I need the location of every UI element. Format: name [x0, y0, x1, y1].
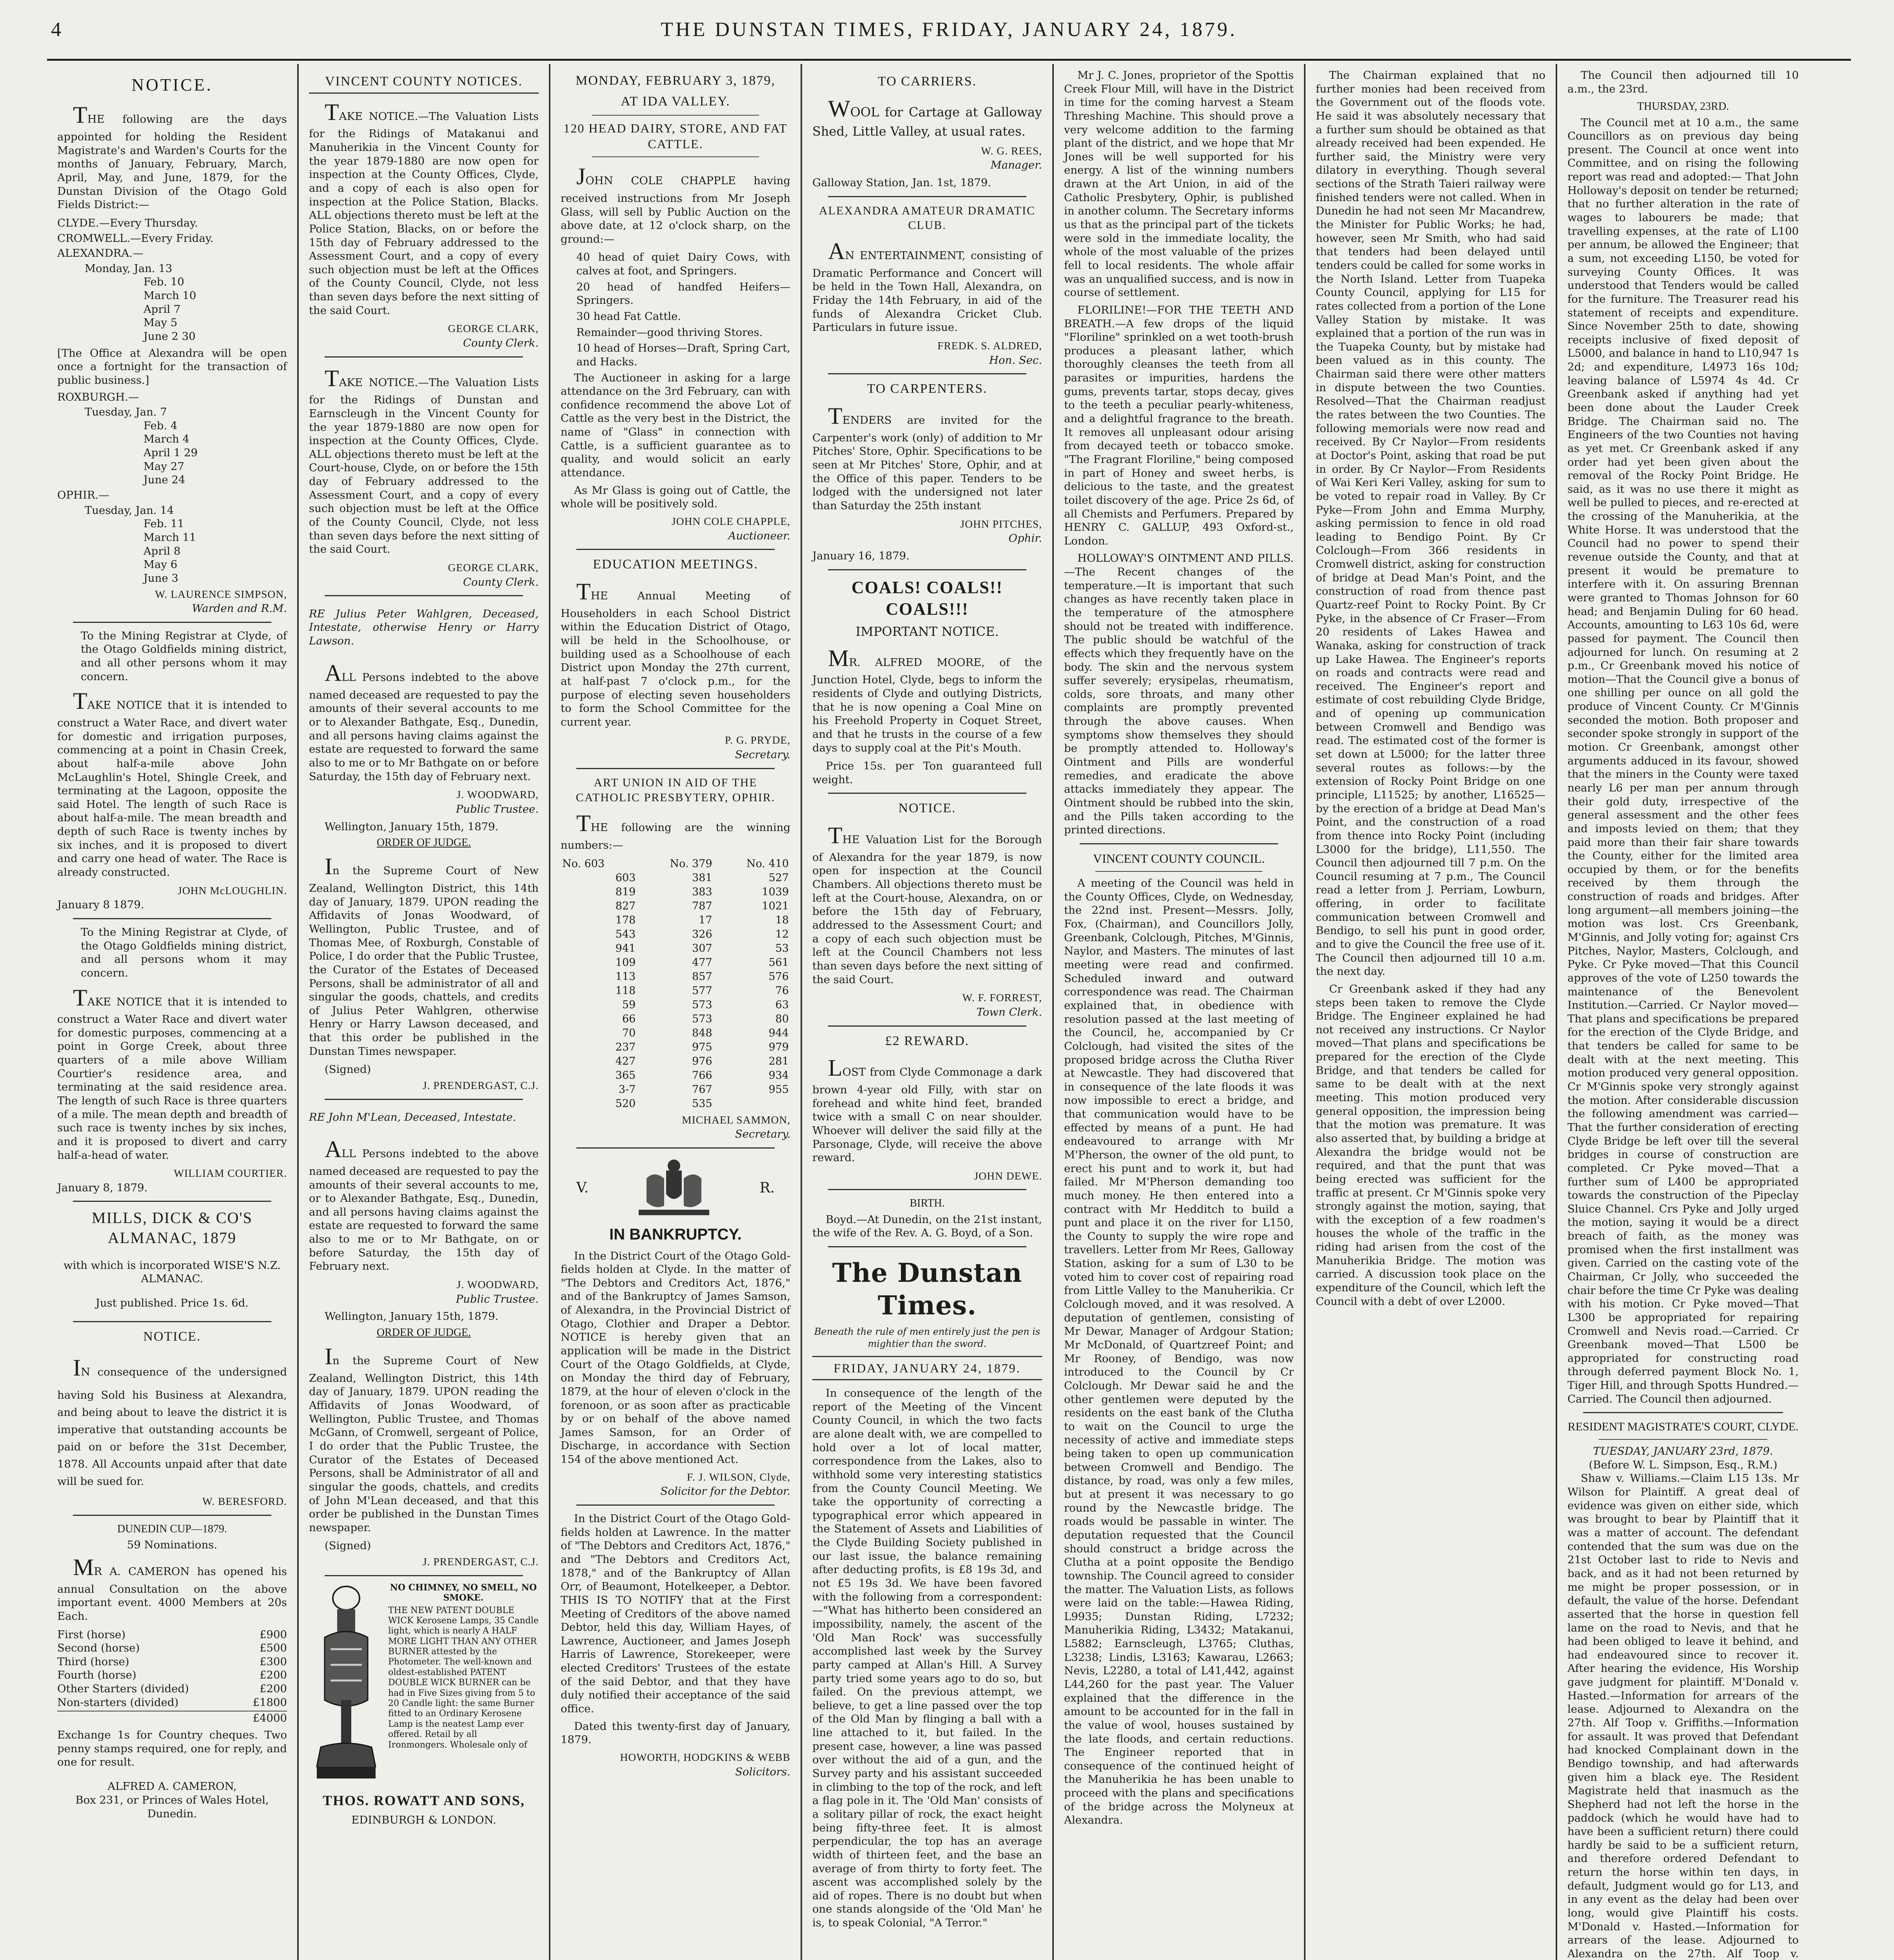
education-title: Secretary.	[735, 748, 790, 761]
divider	[1599, 1439, 1767, 1440]
vincent-council-report: A meeting of the Council was held in the County Offices, Clyde, on Wednesday, the 22nd inst. Present—Messrs. Jolly, Fox, (Chairman), and Councillors Jolly, Greenbank, Colclough, Pitches, M'Ginnis, Naylor, and Masters. The minutes of last meeting were read and confirmed. Scheduled inward and outward correspondence was read. The Chairman explained that, in obedience with resolution passed at the last meeting of the Council, he, accompanied by Cr Colclough, had visited the sites of the proposed bridge across the Clutha River at Newcastle. They had discovered that in consequence of the late floods it was now impossible to erect a bridge, and that communication would have to be effected by means of a punt. He had endeavoured to arrange with Mr M'Pherson, the owner of the old punt, to erect his punt and to work it, but had failed. Mr M'Pherson demanding too much money. He then entered into a contract with Mr Hedditch to build a punt and place it on the river for L150, the County to supply the wire rope and travellers. Letter from Mr Rees, Galloway Station, asking for a sum of L30 to be voted him to cover cost of repairing road from Little Valley to the Manuherikia. Cr Colclough moved, and it was resolved. A deputation of gentlemen, consisting of Mr Dewar, Manager of Ardgour Station; Mr McDonald, of Quartzreef Point; and Mr Rooney, of Bendigo, was now introduced to the Council by Cr Colclough. Mr Dewar said he and the other gentlemen were deputed by the residents on the east bank of the Clutha to wait on the Council to urge the necessity of active and immediate steps being taken to open up communication between Cromwell and Bendigo. The distance, by road, was only a few miles, but at present it was necessary to go round by the Newcastle bridge. The roads would be passable in winter. The deputation requested that the Council should construct a bridge across the Clutha at a point opposite the Bendigo township. The Council agreed to consider the matter. The Valuation Lists, as follows were laid on the table:—Hawea Riding, L9935; Dunstan Riding, L7232; Manuherikia Riding, L3432; Matakanui, L5882; Earnscleugh, L3765; Cluthas, L3238; Lindis, L3163; Kawarau, L2663; Nevis, L2280, a total of L41,442, against L44,260 for the past year. The Valuer explained that the difference in the amount to be accounted for in the fall in the value of wool, houses sustained by the late floods, and certain reductions. The Engineer reported that in consequence of the continued height of the Manuherikia he has been unable to proceed with the plans and specifications of the bridge across the Molyneux at Alexandra.	[1064, 877, 1294, 1827]
date-line: Monday, Jan. 13	[85, 262, 173, 275]
thursday-heading: THURSDAY, 23RD.	[1637, 100, 1729, 113]
cup-nominations: 59 Nominations.	[127, 1539, 218, 1552]
divider	[576, 768, 775, 769]
table-row: 543 326 12	[615, 928, 789, 940]
estate-1-date: Wellington, January 15th, 1879.	[325, 820, 499, 833]
date-line: Tuesday, Jan. 7	[85, 406, 167, 419]
bankruptcy-2-date: Dated this twenty-first day of January, 1879.	[561, 1720, 790, 1746]
rees-title: Manager.	[990, 159, 1042, 172]
rm-court-before: (Before W. L. Simpson, Esq., R.M.)	[1589, 1458, 1778, 1471]
alexandra-heading: ALEXANDRA.—	[57, 247, 143, 260]
table-row: 59 573 63	[622, 998, 789, 1011]
cup-prize-list	[57, 1628, 287, 1725]
wilson-title: Solicitor for the Debtor.	[660, 1485, 790, 1498]
leader-article: In consequence of the length of the report of the Meeting of the Vincent County Council, in which the two facts are alone dealt with, we are compelled to hold over a lot of local matter, correspondence from the Lakes, also to withhold some very interesting statistics from the County Council Meeting. We take the opportunity of correcting a typographical error which appeared in the Statement of Assets and Liabilities of the Clyde Building Society published in our last issue, the balance remaining after deducting profits, is £8 19s 3d, and not £5 19s 3d. We have been favored with the following from a correspondent:—"What has hitherto been considered an impossibility, namely, the ascent of the 'Old Man Rock' was successfully accomplished last week by the Survey party camped at Allan's Hill. A Survey party tried some years ago to do so, but failed. On the previous attempt, we believe, to get a line passed over the top of the Old Man by flinging a ball with a line attached to it, but failed. In the present case, however, a line was passed over without the aid of a gun, and the Survey party and his assistant succeeded in climbing to the top of the rock, and left a flag pole in it. The 'Old Man' consists of a solitary pillar of rock, the exact height being fifty-three feet. It is almost perpendicular, the top has an average width of thirteen feet, and the base an average of from thirty to forty feet. The ascent was accomplished solely by the aid of ropes. There is no doubt but when one stands alongside of the 'Old Man' he is, to speak Colonial, "A Terror."	[812, 1387, 1042, 1929]
date-line: April 7	[143, 303, 181, 316]
kerosene-lamp-icon	[309, 1583, 383, 1786]
sale-items	[561, 250, 790, 368]
sale-date: MONDAY, FEBRUARY 3, 1879,	[576, 73, 775, 88]
coals-notice: MR. ALFRED MOORE, of the Junction Hotel, Clyde, begs to inform the residents of Clyde and outlying Districts, that he is now opening a Coal Mine on his Freehold Property in Coquet Street, and that he trusts in the course of a few days to supply coal at the Pit's Mouth.	[812, 645, 1042, 754]
cup-heading: DUNEDIN CUP—1879.	[117, 1523, 227, 1535]
royal-crest	[561, 1155, 790, 1221]
divider	[828, 196, 1026, 197]
divider	[325, 356, 523, 358]
order-of-judge-heading: ORDER OF JUDGE.	[376, 1326, 471, 1339]
estate-1-notice: ALL Persons indebted to the above named deceased are requested to pay the amounts of their several accounts to me or to Alexander Bathgate, Esq., Dunedin, and all persons having claims against the estate are requested to forward the same also to me or to Mr Bathgate on or before Saturday, the 15th day of February next.	[309, 660, 539, 783]
divider	[73, 622, 271, 623]
column-2	[299, 64, 550, 1960]
page-number: 4	[51, 18, 64, 41]
almanac-price: Just published. Price 1s. 6d.	[95, 1297, 249, 1310]
table-row: 819 383 1039	[615, 886, 789, 898]
art-union-signature: MICHAEL SAMMON,	[682, 1113, 790, 1126]
column-7	[1557, 64, 1809, 1960]
forrest-signature: W. F. FORREST,	[962, 991, 1042, 1004]
art-union-title: Secretary.	[735, 1128, 790, 1141]
table-row: 941 307 53	[615, 942, 789, 955]
column-6	[1306, 64, 1557, 1960]
alexandra-office-note: [The Office at Alexandra will be open once a fortnight for the transaction of public business.]	[57, 347, 287, 387]
date-line: March 4	[143, 433, 190, 446]
roxburgh-dates	[57, 405, 287, 487]
trustee-signature: J. WOODWARD,	[456, 1278, 539, 1290]
education-notice: THE Annual Meeting of Householders in each School District within the Education District of Otago, will be held in the Schoolhouse, or building used as a Schoolhouse of each District upon Monday the 27th current, at half-past 7 o'clock p.m., for the purpose of electing seven householders to form the School Committee for the current year.	[561, 579, 790, 728]
judge-signature: J. PRENDERGAST, C.J.	[422, 1079, 539, 1091]
prize-row: Second (horse) £500	[57, 1642, 287, 1655]
reward-notice: LOST from Clyde Commonage a dark brown 4-year old Filly, with star on forehead and white hind feet, branded twice with a small C on near shoulder. Whoever will deliver the said filly at the Parsonage, Clyde, will receive the above reward.	[812, 1055, 1042, 1164]
trustee-title: Public Trustee.	[456, 802, 539, 815]
masthead	[47, 0, 1851, 61]
vincent-council-heading: VINCENT COUNTY COUNCIL.	[1093, 851, 1265, 866]
date-line: June 3	[143, 572, 178, 584]
estate-2-notice: ALL Persons indebted to the above named deceased are requested to pay the amounts of their several accounts to me, or to Alexander Bathgate, Esq., Dunedin, and all persons having claims against the estate are requested to forward the same also to me or to Mr Bathgate, on or before Saturday, the 15th day of February next.	[309, 1136, 539, 1273]
date-line: May 6	[143, 558, 178, 571]
beresford-notice: IN consequence of the undersigned having Sold his Business at Alexandra, and being about to leave the district it is imperative that outstanding accounts be paid on or before the 31st December, 1878. All Accounts unpaid after that date will be sued for.	[57, 1355, 287, 1488]
council-adjournment: The Council then adjourned till 10 a.m., the 23rd.	[1567, 69, 1799, 95]
lamp-firm-address: EDINBURGH & LONDON.	[351, 1814, 496, 1827]
race1-signature: JOHN McLOUGHLIN.	[178, 884, 287, 897]
date-line: March 10	[143, 289, 196, 302]
dewe-signature: JOHN DEWE.	[974, 1169, 1042, 1182]
almanac-heading: MILLS, DICK & CO'S ALMANAC, 1879	[92, 1209, 252, 1247]
race2-address: To the Mining Registrar at Clyde, of the Otago Goldfields mining district, and all persons whom it may concern.	[81, 926, 287, 979]
race1-address: To the Mining Registrar at Clyde, of the Otago Goldfields mining district, and all other persons whom it may concern.	[81, 629, 287, 683]
valuation-notice-1: TAKE NOTICE.—The Valuation Lists for the Ridings of Matakanui and Manuherikia in the Vincent County for the year 1879-1880 are now open for inspection at the County Offices, Clyde, and a copy of each is also open for inspection at the Police Station, Blacks. ALL objections thereto must be left at the Police Station, Blacks, on or before the 15th day of February addressed to the Assessment Court, and a copy of every such objection must be left at the Offices of the County Council, Clyde, not less than seven days before the next sitting of the said Court.	[309, 99, 539, 317]
cromwell-days: CROMWELL.—Every Friday.	[57, 232, 214, 245]
table-row: 427 976 281	[615, 1055, 789, 1067]
cup-signature: ALFRED A. CAMERON,	[107, 1780, 237, 1793]
pitches-signature: JOHN PITCHES,	[960, 517, 1042, 530]
coals-price: Price 15s. per Ton guaranteed full weight.	[812, 760, 1042, 786]
date-line: March 11	[143, 531, 196, 544]
clerk-signature: GEORGE CLARK,	[448, 322, 539, 335]
sale-item: 30 head Fat Cattle.	[576, 310, 681, 323]
carpenters-heading: TO CARPENTERS.	[867, 381, 988, 396]
beresford-signature: W. BERESFORD.	[202, 1495, 287, 1508]
date-line: Feb. 11	[143, 517, 184, 530]
clerk-signature: GEORGE CLARK,	[448, 561, 539, 573]
council-report-continued: The Chairman explained that no further monies had been received from the Government out of the floods vote. He said it was absolutely necessary that a further sum should be obtained as that already received had been expended. He further said, the Ministry were very dilatory in everything. Though several sections of the Strath Taieri railway were finished tenders were not called. When in Dunedin he had not seen Mr Macandrew, the Minister for Public Works; he had, however, seen Mr Smith, who had said that tenders had been delayed until tenders could be called for some works in the North Island. Letter from Tuapeka County Council, applying for L15 for rates collected from a portion of the Lone Valley Station by mistake. It was explained that a portion of the run was in the Tuapeka County, but by mistake had been valued as in this county. The Chairman said there were other matters in dispute between the two Counties. Resolved—That the Chairman readjust the rates between the two Counties. The following memorials were now read and received. By Cr Naylor—From residents at Doctor's Point, asking that road be put in order. By Cr Naylor—From Residents of Wai Keri Keri Valley, asking for sum to be voted to repair road in Valley. By Cr Pyke—From John and Emma Murphy, asking permission to fence in old road leading to Bendigo Point. By Cr Colclough—From 366 residents in Cromwell district, asking for construction of bridge at Dead Man's Point, and the construction of road from thence past Quartz-reef Point to Rocky Point. By Cr Pyke, in the absence of Cr Fraser—From 20 residents of Lakes Hawea and Wanaka, asking for construction of track up Lake Hawea. The Engineer's reports on roads and contracts were read and received. The Engineer's report and estimate of cost rebuilding Clyde Bridge, and of opening up communication between Cromwell and Bendigo was read. The estimated cost of the former is set down at L5000; for the latter three several routes as follows:—by the extension of Rocky Point Bridge on one principle, L11525; by another, L16525—by the erection of a bridge at Dead Man's Point, and the construction of a road from thence into Rocky Point (including L3000 for the bridge), L11,550. The Council then adjourned till 7 p.m. On the Council resuming at 7 p.m., The Council read a letter from J. Perriam, Lowburn, offering, in order to facilitate communication between Cromwell and Bendigo, to sell his punt in good order, and to give the Council the free use of it. The Council then adjourned till 10 a.m. the next day.	[1316, 69, 1545, 978]
holloway-advertisement: HOLLOWAY'S OINTMENT AND PILLS.—The Recent changes of the temperature.—It is important that such changes as have recently taken place in the temperature of the atmosphere should not be treated with indifference. The public should be watchful of the effects which they frequently have on the body. The skin and the nervous system suffer severely; erysipelas, rheumatism, colds, sore throats, and many other complaints are promptly prevented through the above causes. When symptoms show themselves they should be promptly attended to. Holloway's Ointment and Pills are wonderful remedies, and eradicate the above attacks immediately they appear. The Ointment should be rubbed into the skin, and the Pills taken according to the printed directions.	[1064, 552, 1294, 837]
bankruptcy-1-notice: In the District Court of the Otago Gold-fields holden at Clyde. In the matter of "The Debtors and Creditors Act, 1876," and of the Bankruptcy of James Samson, of Alexandra, in the Provincial District of Otago, Clothier and Draper a Debtor. NOTICE is hereby given that an application will be made in the District Court of the Otago Goldfields, at Clyde, on Monday the third day of February, 1879, at the hour of eleven o'clock in the forenoon, or as soon after as practicable by or on behalf of the above named James Samson, for an Order of Discharge, in accordance with Section 154 of the above mentioned Act.	[561, 1249, 790, 1466]
column-4	[802, 64, 1054, 1960]
divider	[828, 1025, 1026, 1027]
table-row: 66 573 80	[622, 1013, 789, 1025]
borough-notice-heading: NOTICE.	[898, 801, 956, 816]
divider	[828, 1246, 1026, 1247]
lamp-headline: NO CHIMNEY, NO SMELL, NO SMOKE.	[390, 1582, 537, 1603]
issue-date: FRIDAY, JANUARY 24, 1879.	[812, 1356, 1042, 1380]
sale-place: AT IDA VALLEY.	[621, 94, 730, 109]
divider	[73, 1321, 271, 1322]
bankruptcy-2-notice: In the District Court of the Otago Gold-fields holden at Lawrence. In the matter of "The Debtors and Creditors Act, 1876," and "The Debtors and Creditors Act, 1878," and of the Bankruptcy of Allan Orr, of Beaumont, Hotelkeeper, a Debtor. THIS IS TO NOTIFY that at the First Meeting of Creditors of the above named Debtor, held this day, William Hayes, of Lawrence, Auctioneer, and James Joseph Harris of Lawrence, Storekeeper, were elected Creditors' Trustees of the estate of the said Debtor, and that they have duly notified their acceptance of the said office.	[561, 1512, 790, 1715]
crest-letter-r: R.	[759, 1180, 775, 1196]
race1-date: January 8 1879.	[57, 898, 144, 911]
divider	[592, 156, 759, 157]
lamp-advertisement	[309, 1583, 539, 1786]
prize-row: Fourth (horse) £200	[57, 1669, 287, 1682]
paper-nameplate: The Dunstan Times.	[832, 1257, 1022, 1321]
divider	[1583, 1412, 1783, 1413]
order-1-text: In the Supreme Court of New Zealand, Wellington District, this 14th day of January, 1879. UPON reading the Affidavits of Jonas Woodward, of Wellington, Public Trustee, and of Thomas Mee, of Roxburgh, Constable of Police, I do order that the Public Trustee, the Curator of the Estates of Deceased Persons, shall be administrator of all and singular the goods, chattels, and credits of Julius Peter Wahlgren, otherwise Henry or Harry Lawson deceased, and that this order be published in the Dunstan Times newspaper.	[309, 853, 539, 1058]
sale-item: 20 head of handfed Heifers—Springers.	[576, 280, 790, 307]
birth-heading: BIRTH.	[910, 1197, 945, 1210]
valuation-notice-2: TAKE NOTICE.—The Valuation Lists for the Ridings of Dunstan and Earnscleugh in the Vincent County for the year 1879-1880 are now open for inspection at the County Offices, Clyde. ALL objections thereto must be left at the Court-house, Clyde, on or before the 15th day of February addressed to the Assessment Court, and a copy of every such objection must be left at the Office of the County Council, Clyde, not less than seven days before the next sitting of the said Court.	[309, 365, 539, 556]
warden-signature: W. LAURENCE SIMPSON,	[155, 588, 287, 600]
estate-2-heading: RE John M'Lean, Deceased, Intestate.	[309, 1111, 516, 1124]
notice-heading: NOTICE.	[131, 75, 213, 94]
sale-item: 40 head of quiet Dairy Cows, with calves at foot, and Springers.	[576, 251, 790, 278]
judge-signature: J. PRENDERGAST, C.J.	[422, 1555, 539, 1568]
cup-address: Box 231, or Princes of Wales Hotel, Dunedin.	[75, 1794, 269, 1820]
art-union-heading: ART UNION IN AID OF THE CATHOLIC PRESBYTERY, OPHIR.	[576, 776, 775, 804]
rees-signature: W. G. REES,	[981, 144, 1042, 157]
lamp-firm: THOS. ROWATT AND SONS,	[323, 1792, 525, 1808]
divider	[73, 1515, 271, 1516]
columns	[47, 64, 1851, 1960]
royal-coat-of-arms-icon	[623, 1155, 725, 1221]
almanac-body: with which is incorporated WISE'S N.Z. ALMANAC.	[64, 1259, 281, 1285]
table-row: 118 577 76	[615, 984, 789, 997]
divider	[73, 918, 271, 919]
education-signature: P. G. PRYDE,	[725, 734, 790, 746]
table-row: 603 381 527	[615, 871, 789, 884]
warden-title: Warden and R.M.	[192, 602, 287, 615]
divider	[325, 1099, 523, 1100]
order-2-text: In the Supreme Court of New Zealand, Wellington District, this 14th day of January, 1879. UPON reading the Affidavits of Jonas Woodward, of Wellington, Public Trustee, and Thomas McGann, of Cromwell, sergeant of Police, I do order that the Public Trustee, the Curator of the Estates of Deceased Persons, shall be Administrator of all and singular the goods, chattels, and credits of John M'Lean deceased, and that this order be published in the Dunstan Times newspaper.	[309, 1343, 539, 1534]
crest-letter-v: V.	[576, 1180, 589, 1196]
date-line: Tuesday, Jan. 14	[85, 504, 174, 517]
divider	[828, 569, 1026, 570]
rm-court-date: TUESDAY, JANUARY 23rd, 1879.	[1593, 1445, 1773, 1458]
borough-valuation-notice: THE Valuation List for the Borough of Alexandra for the year 1879, is now open for inspection at the Council Chambers. All objections thereto must be left at the Court-house, Alexandra, on or before the 15th day of February, addressed to the Assessment Court; and a copy of each such objection must be left at the Council Chambers not less than seven days before the next sitting of the said Court.	[812, 822, 1042, 986]
carpenters-date: January 16, 1879.	[812, 549, 910, 562]
divider	[1095, 871, 1262, 872]
carriers-date: Galloway Station, Jan. 1st, 1879.	[812, 176, 991, 189]
winning-numbers-table	[561, 857, 790, 1111]
divider	[325, 1575, 523, 1576]
order-of-judge-heading: ORDER OF JUDGE.	[376, 837, 471, 849]
divider	[592, 115, 759, 116]
sale-item: 10 head of Horses—Draft, Spring Cart, and Hacks.	[576, 342, 790, 368]
masthead-title: THE DUNSTAN TIMES, FRIDAY, JANUARY 24, 1879.	[661, 18, 1237, 41]
date-line: Feb. 10	[143, 276, 184, 289]
council-report-continued-2: Cr Greenbank asked if they had any steps been taken to remove the Clyde Bridge. The Engineer explained he had not received any instructions. Cr Naylor moved—That plans and specifications be prepared for the erection of the Clyde Bridge, and that tenders be called for same to be dealt with at the next meeting. This motion produced very general opposition, the impression being that the motion was premature. It was also asserted that, by building a bridge at Alexandra the bridge would not be required, and that the punt that was being erected was sufficient for the traffic at present. Cr M'Ginnis spoke very strongly against the motion, saying, that with the exception of a few roadmen's houses the whole of the traffic in the riding had arisen from the cost of the Manuherikia Bridge. The motion was carried. A discussion took place on the expenditure of the Council, which left the Council with a debt of over L2000.	[1316, 982, 1545, 1308]
divider	[576, 1504, 775, 1506]
alexandra-dates	[57, 262, 287, 343]
forrest-title: Town Clerk.	[976, 1005, 1042, 1018]
prize-row: First (horse) £900	[57, 1628, 287, 1641]
order-1-signed: (Signed)	[325, 1063, 371, 1076]
column-1	[47, 64, 299, 1960]
order-2-signed: (Signed)	[325, 1539, 371, 1552]
local-news: Mr J. C. Jones, proprietor of the Spottis Creek Flour Mill, will have in the District in time for the coming harvest a Steam Threshing Machine. This should prove a very welcome addition to the farming plant of the district, and we hope that Mr Jones will be well supported for his energy. A list of the winning numbers drawn at the Art Union, in aid of the Catholic Presbytery, Ophir, is published in another column. The Secretary informs us that as the principal part of the tickets were sold in the immediate locality, the whole of the most valuable of the prizes fell to local residents. The whole affair was an unqualified success, and is now in course of settlement.	[1064, 69, 1294, 299]
bankruptcy-heading: IN BANKRUPTCY.	[609, 1226, 742, 1243]
date-line: May 27	[143, 460, 184, 473]
date-line: June 24	[143, 474, 185, 486]
clyde-days: CLYDE.—Every Thursday.	[57, 216, 198, 229]
prize-row: Other Starters (divided) £200	[57, 1682, 287, 1695]
divider	[828, 373, 1026, 374]
carriers-notice: WOOL for Cartage at Galloway Shed, Little Valley, at usual rates.	[812, 95, 1042, 139]
table-row: 3-7 767 955	[618, 1083, 789, 1096]
column-5	[1054, 64, 1306, 1960]
race2-signature: WILLIAM COURTIER.	[174, 1167, 287, 1180]
date-line: April 1 29	[143, 446, 198, 459]
dramatic-club-notice: AN ENTERTAINMENT, consisting of Dramatic Performance and Concert will be held in the Town Hall, Alexandra, on Friday the 14th February, in aid of the funds of Alexandra Cricket Club. Particulars in future issue.	[812, 238, 1042, 334]
prize-row: Third (horse) £300	[57, 1655, 287, 1668]
pitches-title: Ophir.	[1008, 532, 1042, 545]
date-line: April 8	[143, 544, 181, 557]
sale-text: The Auctioneer in asking for a large attendance on the 3rd February, can with confidence recommend the above Lot of Cattle as the very best in the District, the name of "Glass" in connection with Cattle, is a sufficient guarantee as to quality, and would solicit an early attendance.	[561, 371, 790, 479]
clerk-title: County Clerk.	[463, 337, 539, 350]
coals-heading: COALS! COALS!! COALS!!!	[851, 577, 1003, 619]
ophir-dates	[57, 504, 287, 585]
column-3	[550, 64, 802, 1960]
estate-2-date: Wellington, January 15th, 1879.	[325, 1310, 499, 1323]
court-days-notice: THE following are the days appointed for holding the Resident Magistrate's and Warden's Courts for the months of January, February, March, April, May, and June, 1879, for the Dunstan Division of the Otago Gold Fields District:—	[57, 102, 287, 211]
coals-subheading: IMPORTANT NOTICE.	[855, 624, 999, 639]
aldred-title: Hon. Sec.	[989, 354, 1042, 367]
auctioneer-title: Auctioneer.	[728, 529, 790, 542]
cup-exchange-note: Exchange 1s for Country cheques. Two penny stamps required, one for reply, and one for result.	[57, 1729, 287, 1769]
ophir-heading: OPHIR.—	[57, 489, 109, 502]
carriers-heading: TO CARRIERS.	[878, 74, 977, 89]
sale-note: As Mr Glass is going out of Cattle, the whole will be positively sold.	[561, 484, 790, 510]
trustee-title: Public Trustee.	[456, 1292, 539, 1305]
floriline-advertisement: FLORILINE!—FOR THE TEETH AND BREATH.—A few drops of the liquid "Floriline" sprinkled on a wet tooth-brush produces a pleasant lather, which thoroughly cleanses the teeth from all parasites or impurities, hardens the gums, prevents tartar, stops decay, gives to the teeth a peculiar pearly-whiteness, and a delightful fragrance to the breath. It removes all unpleasant odour arising from decayed teeth or tobacco smoke. "The Fragrant Floriline," being composed in part of Honey and sweet herbs, is delicious to the taste, and the greatest toilet discovery of the age. Price 2s 6d, of all Chemists and Perfumers. Prepared by HENRY C. GALLUP, 493 Oxford-st., London.	[1064, 303, 1294, 547]
cup-body: MR A. CAMERON has opened his annual Consultation on the above important event. 4000 Members at 20s Each.	[57, 1554, 287, 1622]
wilson-signature: F. J. WILSON, Clyde,	[686, 1470, 790, 1483]
table-row: 827 787 1021	[615, 900, 789, 912]
date-line: Feb. 4	[143, 419, 178, 432]
clerk-title: County Clerk.	[463, 575, 539, 588]
auctioneer-signature: JOHN COLE CHAPPLE,	[672, 515, 790, 527]
table-row: 70 848 944	[622, 1027, 789, 1039]
table-row: 520 535	[615, 1097, 712, 1110]
solicitors-title: Solicitors.	[735, 1765, 790, 1778]
aldred-signature: FREDK. S. ALDRED,	[937, 339, 1042, 352]
table-row: 237 975 979	[615, 1041, 789, 1053]
trustee-signature: J. WOODWARD,	[456, 788, 539, 801]
prize-row: Non-starters (divided) £1800	[57, 1696, 287, 1709]
prize-total: £4000	[57, 1711, 287, 1725]
sale-intro: JOHN COLE CHAPPLE having received instructions from Mr Joseph Glass, will sell by Public Auction on the above date, at 12 o'clock sharp, on the ground:—	[561, 163, 790, 245]
divider	[1080, 843, 1278, 844]
roxburgh-heading: ROXBURGH.—	[57, 390, 139, 403]
birth-notice: Boyd.—At Dunedin, on the 21st instant, the wife of the Rev. A. G. Boyd, of a Son.	[812, 1213, 1042, 1240]
race2-notice: TAKE NOTICE that it is intended to construct a Water Race and divert water for domestic purposes, commencing at a point in Gorge Creek, about three quarters of a mile above William Courtier's residence area, and terminating at the said residence area. The length of such Race is three quarters of a mile. The mean depth and breadth of such race is twenty inches by six inches, and it is proposed to divert and carry half-a-head of water.	[57, 984, 287, 1161]
beresford-notice-heading: NOTICE.	[143, 1329, 201, 1344]
rm-court-report: Shaw v. Williams.—Claim L15 13s. Mr Wilson for Plaintiff. A great deal of evidence was given on either side, which was brought to bear by Plaintiff that it was a matter of account. The defendant contended that the sum was due on the 21st October last to ride to Nevis and back, and as it had not been returned by me might be proper possession, or in default, the value of the horse. Defendant asserted that the horse in question fell lame on the road to Nevis, and that he had been obliged to leave it behind, and had endeavoured since to recover it. After hearing the evidence, His Worship gave judgment for plaintiff. M'Donald v. Hasted.—Information for arrears of the lease. Adjourned to Alexandra on the 27th. Alf Toop v. Griffiths.—Information for assault. It was proved that Defendant had knocked Complainant down in the Bendigo township, and had afterwards given him a black eye. The Resident Magistrate held that inasmuch as the Shepherd had not left the horse in the paddock (which he would have had to have been a sufficient return) there could hardly be said to be a sufficient return, and therefore ordered Defendant to return the horse within ten days, in default, Judgment would go for L13, and in any event as the delay had been over long, would give Plaintiff his costs. M'Donald v. Hasted.—Information for arrears of the lease. Adjourned to Alexandra on the 27th. Alf Toop v.	[1567, 1472, 1799, 1960]
lamp-copy	[388, 1583, 539, 1786]
paper-motto: Beneath the rule of men entirely just the pen is mightier than the sword.	[814, 1326, 1041, 1349]
divider	[828, 793, 1026, 794]
date-line: May 5	[143, 316, 178, 329]
divider	[828, 1189, 1026, 1190]
thursday-report: The Council met at 10 a.m., the same Councillors as on previous day being present. The Council at once went into Committee, and on rising the following report was read and adopted:— That John Holloway's deposit on tender be returned; that no further alteration in the rate of wages to labourers be made; that travelling expenses, at the rate of L100 per annum, be allowed the Engineer; that a sum, not exceeding L150, be voted for surveying County Offices. It was understood that Tenders would be called for the furniture. The Treasurer read his statement of receipts and expenditure. Since November 25th to date, showing receipts inclusive of fixed deposit of L5000, and balance in hand to L10,947 1s 2d; and expenditure, L4973 16s 10d; leaving balance of L5974 4s 4d. Cr Greenbank asked if anything had yet been done about the Lauder Creek Bridge. The Chairman said no. The Engineers of the two Counties not having as yet met. Cr Greenbank asked if any order had yet been given about the removal of the Rocky Point Bridge. He said, as it was no use there it might as well be pulled to pieces, and re-erected at the crossing of the Manuherikia, at the White Horse. It was understood that the Council had no power to spend their revenue outside the County, and that at present it would be premature to interfere with it. On assuring Brennan were granted to Thomas Johnson for 60 head; and Benjamin Duling for 60 head. Accounts, amounting to L63 10s 6d, were passed for payment. The Council then adjourned for lunch. On resuming at 2 p.m., Cr Greenbank moved his notice of motion—That the Council give a bonus of one shilling per ounce on all gold the produce of Vincent County. Cr M'Ginnis seconded the motion. Both proposer and seconder spoke strongly in support of the motion. Cr Greenbank, amongst other arguments adduced in its favour, showed that the miners in the County were taxed nearly L6 per man per annum through their gold duty, irrespective of the general assessment and the other fees and imposts levied on them; that they paid more than their fair share towards the County, either for the limited area occupied by them, or for the benefits received by them through the construction of roads and bridges. After long argument—all members joining—the motion was lost. Crs Greenbank, M'Ginnis, and Jolly voting for; against Crs Pitches, Naylor, Masters, Colclough, and Pyke. Cr Pyke moved—That this Council approves of the vote of L250 towards the maintenance of the Benevolent Institution.—Carried. Cr Naylor moved—That plans and specifications be prepared for the erection of the Clyde Bridge, and that tenders be called for same to be dealt with at the next meeting. This motion produced very general opposition. Cr M'Ginnis spoke very strongly against the motion. After considerable discussion the following amendment was carried—That the further consideration of erecting Clyde Bridge be left over till the several bridges in course of construction are completed. Cr Pyke moved—That a further sum of L400 be appropriated towards the construction of the Pipeclay Sluice Channel. Crs Pyke and Jolly urged the motion, saying it would be a direct breach of faith, as the money was promised when the first installment was given. Carried on the casting vote of the Chairman, Cr Jolly, who succeeded the chair before the time Cr Pyke was dealing with his motion. Cr Pyke moved—That L300 be appropriated for repairing Cromwell and Nevis road.—Carried. Cr Greenbank moved—That L500 be appropriated for constructing road through deferred payment Block No. 1, Tiger Hill, and through Spotts Hundred.—Carried. The Council then adjourned.	[1567, 116, 1799, 1405]
reward-heading: £2 REWARD.	[885, 1033, 970, 1048]
solicitors-signature: HOWORTH, HODGKINS & WEBB	[620, 1751, 790, 1763]
dramatic-club-heading: ALEXANDRA AMATEUR DRAMATIC CLUB.	[819, 204, 1036, 232]
carpenters-notice: TENDERS are invited for the Carpenter's work (only) of addition to Mr Pitches' Store, Ophir. Specifications to be seen at Mr Pitches' Store, Ophir, and at the Office of this paper. Tenders to be lodged with the undersigned not later than Saturday the 25th instant	[812, 403, 1042, 512]
rm-court-heading: RESIDENT MAGISTRATE'S COURT, CLYDE.	[1567, 1420, 1799, 1434]
estate-1-heading: RE Julius Peter Wahlgren, Deceased, Intestate, otherwise Henry or Harry Lawson.	[309, 607, 539, 648]
table-row: 109 477 561	[615, 956, 789, 969]
sale-item: Remainder—good thriving Stores.	[576, 326, 763, 339]
table-row: 365 766 934	[615, 1069, 789, 1082]
lamp-text: THE NEW PATENT DOUBLE WICK Kerosene Lamps, 35 Candle light, which is nearly A HALF MORE LIGHT THAN ANY OTHER BURNER attested by the Photometer. The well-known and oldest-established PATENT DOUBLE WICK BURNER can be had in Five Sizes giving from 5 to 20 Candle light: the same Burner fitted to an Ordinary Kerosene Lamp is the neatest Lamp ever offered. Retail by all Ironmongers. Wholesale only of	[388, 1605, 539, 1750]
divider	[576, 1147, 775, 1149]
race1-notice: TAKE NOTICE that it is intended to construct a Water Race, and divert water for domestic and irrigation purposes, commencing at a point in Chasin Creek, about half-a-mile above John McLaughlin's Hotel, Shingle Creek, and terminating at the Lagoon, opposite the said Hotel. The length of such Race is about half-a-mile. The mean breadth and depth of such Race is twenty inches by six inches, and it is proposed to divert and carry one head of water. The Race is already constructed.	[57, 688, 287, 879]
education-heading: EDUCATION MEETINGS.	[593, 557, 758, 572]
table-row: 113 857 576	[615, 970, 789, 983]
divider	[73, 1201, 271, 1202]
date-line: June 2 30	[143, 330, 196, 343]
race2-date: January 8, 1879.	[57, 1181, 148, 1194]
sale-heading: 120 HEAD DAIRY, STORE, AND FAT CATTLE.	[563, 121, 788, 151]
art-union-intro: THE following are the winning numbers:—	[561, 810, 790, 851]
table-row: No. 603 No. 379 No. 410	[562, 857, 789, 870]
table-row: 178 17 18	[615, 914, 789, 926]
vincent-notices-heading: VINCENT COUNTY NOTICES.	[309, 73, 539, 94]
divider	[325, 595, 523, 596]
divider	[576, 549, 775, 550]
